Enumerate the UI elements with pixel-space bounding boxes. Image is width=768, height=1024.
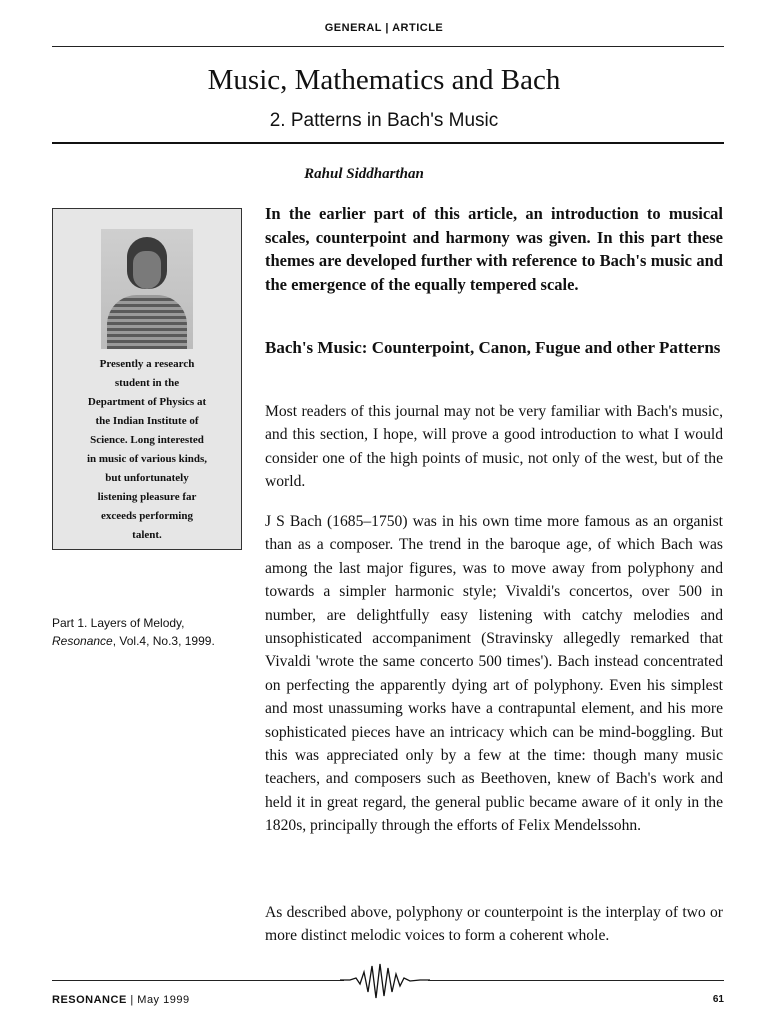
reference-details: , Vol.4, No.3, 1999. (112, 634, 215, 648)
side-note-reference (52, 632, 252, 650)
bio-line: Presently a research (99, 358, 195, 370)
footer-journal (52, 994, 190, 1006)
body-paragraph: J S Bach (1685–1750) was in his own time more famous as an organist than as a composer. The trend in the baroque age, of which Bach was among the last major figures, was to move away from polyphony and towards a simpler harmonic style; Vivaldi's concertos, over 500 in number, are delightfully easy listening with catchy melodies and unsophisticated accompaniment (Stravinsky allegedly remarked that Vivaldi 'wrote the same concerto 500 times'). Bach instead concentrated on perfecting the apparently dying art of polyphony. Even his simplest and most unassuming works have a contrapuntal element, and his more sophisticated pieces have an intricacy which can be mind-boggling. But this was appreciated only by a few at the time: though many music teachers, and composers such as Beethoven, knew of Bach's work and held it in great regard, the general public became aware of it only in the 1820s, principally through the efforts of Felix Mendelssohn. (265, 513, 723, 835)
body-paragraph: As described above, polyphony or counterpoint is the interplay of two or more distinct melodic voices to form a coherent whole. (265, 904, 723, 945)
footer-rule-left (52, 980, 344, 981)
side-note (52, 614, 252, 650)
journal-name: Resonance (52, 634, 113, 648)
bio-line: exceeds performing (101, 510, 193, 522)
footer-separator: | (126, 994, 138, 1006)
side-note-line: Part 1. Layers of Melody, (52, 616, 185, 630)
author-bio-box (52, 208, 242, 550)
author-name: Rahul Siddharthan (304, 166, 424, 182)
article-subtitle: 2. Patterns in Bach's Music (269, 110, 499, 131)
section-heading: Bach's Music: Counterpoint, Canon, Fugue and other Patterns (265, 338, 721, 357)
bio-line: Department of Physics at (87, 396, 207, 408)
bio-line: Science. Long interested (90, 434, 204, 446)
footer-rule-right (428, 980, 724, 981)
bio-line: the Indian Institute of (95, 415, 199, 427)
footer-journal-name: RESONANCE (52, 994, 127, 1006)
bio-line: in music of various kinds, (86, 453, 208, 465)
author-bio-text (61, 355, 233, 545)
bio-line: listening pleasure far (97, 491, 197, 503)
body-paragraph: Most readers of this journal may not be very familiar with Bach's music, and this section, I hope, will prove a good introduction to what I would consider one of the high points of music, not only of the west, but of the world. (265, 403, 723, 491)
bio-line: student in the (114, 377, 180, 389)
section-label: GENERAL | ARTICLE (324, 22, 444, 34)
abstract: In the earlier part of this article, an introduction to musical scales, counterpoint and harmony was given. In this part these themes are developed further with reference to Bach's music and the emergence of the equally tempered scale. (265, 204, 723, 294)
waveform-icon (340, 962, 430, 1002)
footer-date: May 1999 (137, 994, 190, 1006)
header-rule (52, 46, 724, 47)
bio-line: but unfortunately (105, 472, 189, 484)
bio-line: talent. (132, 529, 162, 541)
page-number: 61 (712, 994, 724, 1005)
author-photo (101, 229, 193, 349)
title-rule (52, 142, 724, 144)
article-title: Music, Mathematics and Bach (207, 64, 561, 96)
